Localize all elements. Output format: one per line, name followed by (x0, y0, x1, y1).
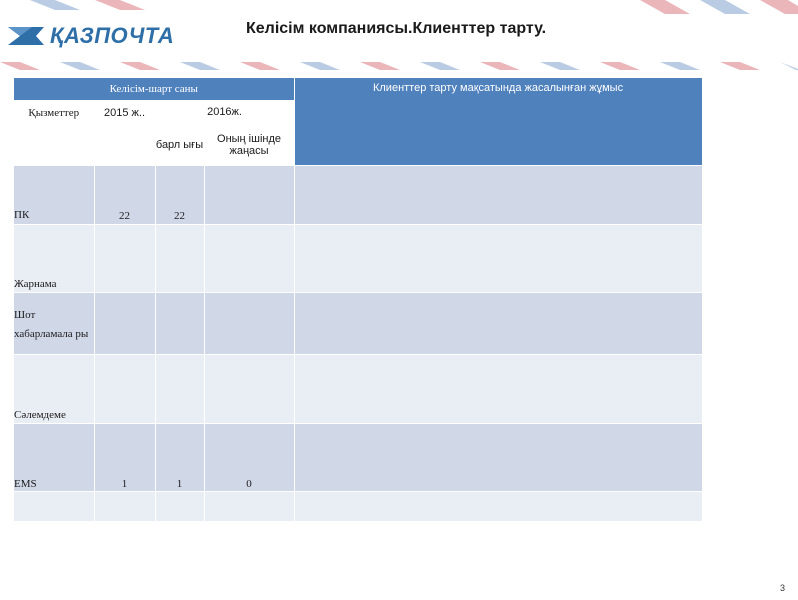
value-total-cell (155, 354, 204, 423)
work-cell (294, 224, 702, 292)
table-row (14, 292, 702, 354)
work-cell (294, 292, 702, 354)
value-new-cell (204, 224, 294, 292)
total-header: барл ығы (155, 124, 204, 165)
table-row (14, 224, 702, 292)
work-cell (294, 354, 702, 423)
value-total-cell: 1 (155, 423, 204, 491)
service-cell (14, 491, 94, 521)
contracts-table (14, 78, 703, 522)
new-header: Оның ішінде жаңасы (204, 124, 294, 165)
table-row (14, 491, 702, 521)
value-2015-cell (94, 491, 155, 521)
value-2015-cell: 22 (94, 165, 155, 224)
year-2015-header: 2015 ж.. (94, 100, 155, 165)
service-cell: ПК (14, 165, 94, 224)
value-new-cell (204, 354, 294, 423)
value-new-cell (204, 292, 294, 354)
kazpost-logo (6, 20, 186, 52)
value-2015-cell (94, 224, 155, 292)
value-total-cell (155, 292, 204, 354)
work-cell (294, 491, 702, 521)
service-cell: EMS (14, 423, 94, 491)
service-cell: Шот хабарламала ры (14, 292, 94, 354)
kazpost-envelope-icon (6, 25, 46, 47)
service-cell: Сәлемдеме (14, 354, 94, 423)
work-cell (294, 165, 702, 224)
table-row (14, 165, 702, 224)
table-row (14, 423, 702, 491)
value-total-cell: 22 (155, 165, 204, 224)
value-total-cell (155, 491, 204, 521)
contracts-count-header: Келісім-шарт саны (14, 78, 294, 100)
value-new-cell (204, 491, 294, 521)
value-2015-cell (94, 354, 155, 423)
logo-text: ҚАЗПОЧТА (50, 23, 175, 48)
work-cell (294, 423, 702, 491)
year-2016-header: 2016ж. (155, 100, 294, 124)
table-row (14, 354, 702, 423)
page-title: Келісім компаниясы.Клиенттер тарту. (246, 20, 547, 37)
value-new-cell: 0 (204, 423, 294, 491)
value-2015-cell (94, 292, 155, 354)
page-number: 3 (780, 583, 786, 593)
value-total-cell (155, 224, 204, 292)
work-done-header: Клиенттер тарту мақсатында жасалынған жұмыс (294, 78, 702, 165)
value-2015-cell: 1 (94, 423, 155, 491)
service-cell: Жарнама (14, 224, 94, 292)
value-new-cell (204, 165, 294, 224)
services-header: Қызметтер (14, 100, 94, 165)
